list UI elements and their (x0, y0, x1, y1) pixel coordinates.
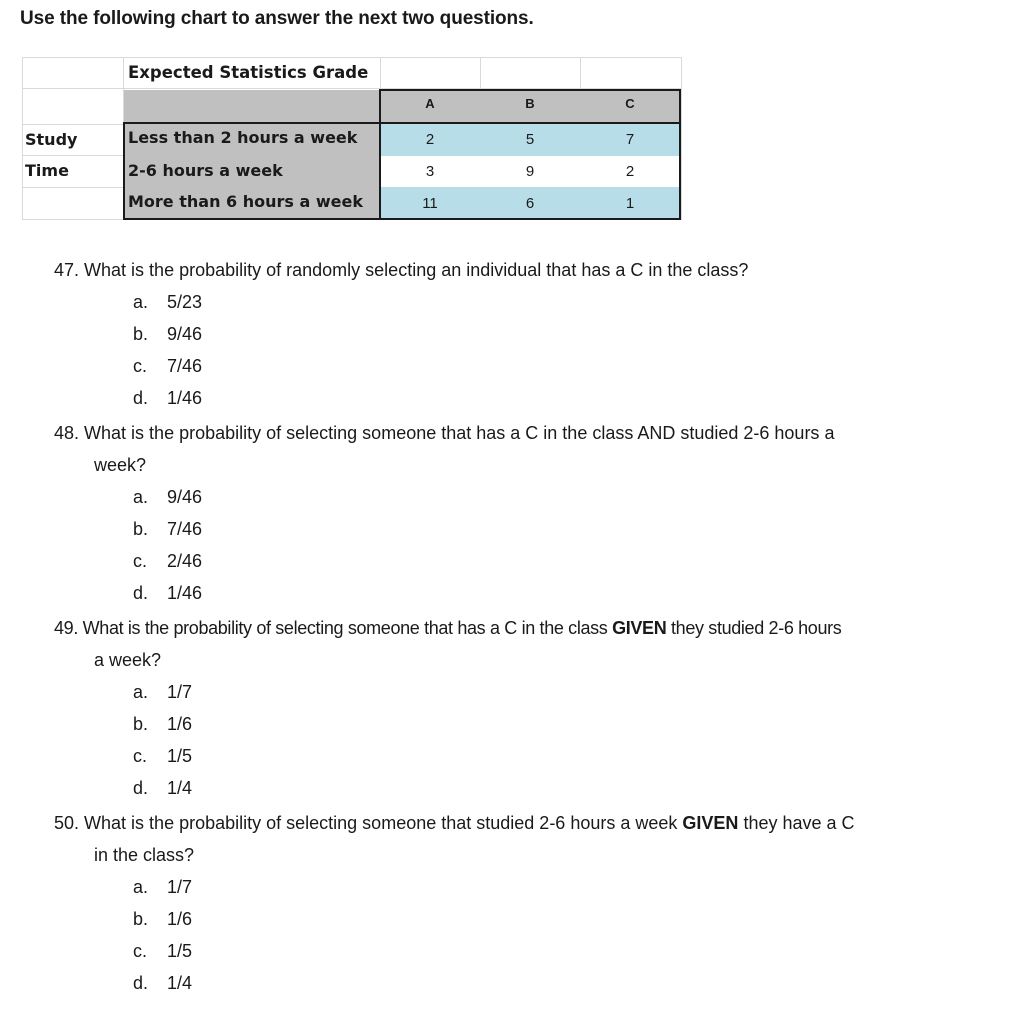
option-text: 2/46 (167, 551, 203, 571)
option-49-a[interactable] (133, 676, 192, 708)
question-50-continued: in the class? (94, 845, 195, 865)
table-title: Expected Statistics Grade (128, 63, 369, 82)
question-number: 50. (54, 813, 80, 833)
option-text: 1/7 (167, 877, 193, 897)
column-header-b: B (480, 90, 580, 123)
question-emphasis: GIVEN (682, 813, 739, 833)
question-text: they have a C (743, 813, 855, 833)
option-letter: c. (133, 356, 148, 376)
question-text: they studied 2-6 hours (671, 618, 842, 638)
question-49-continued: a week? (94, 650, 162, 670)
option-letter: c. (133, 746, 148, 766)
table-cell: 7 (580, 123, 680, 156)
option-text: 9/46 (167, 487, 203, 507)
option-letter: b. (133, 324, 149, 344)
option-text: 1/5 (167, 746, 193, 766)
option-text: 1/46 (167, 583, 203, 603)
option-letter: a. (133, 682, 149, 702)
option-letter: d. (133, 388, 149, 408)
option-49-b[interactable] (133, 708, 192, 740)
option-text: 9/46 (167, 324, 203, 344)
option-47-a[interactable] (133, 286, 202, 318)
option-50-a[interactable] (133, 871, 192, 903)
option-text: 5/23 (167, 292, 203, 312)
table-cell: 6 (480, 187, 580, 219)
option-48-a[interactable] (133, 481, 202, 513)
question-emphasis: GIVEN (612, 618, 667, 638)
option-letter: c. (133, 551, 148, 571)
table-cell: 5 (480, 123, 580, 156)
question-text: What is the probability of selecting someone that has a C in the class (82, 618, 608, 638)
option-letter: c. (133, 941, 148, 961)
header-label-cell (124, 90, 380, 123)
option-50-d[interactable] (133, 967, 192, 999)
question-number: 48. (54, 423, 80, 443)
option-letter: d. (133, 778, 149, 798)
option-48-b[interactable] (133, 513, 202, 545)
question-49 (54, 612, 841, 644)
question-text: What is the probability of selecting someone that has a C in the class AND studied 2-6 hours a (84, 423, 835, 443)
option-letter: d. (133, 583, 149, 603)
option-text: 1/46 (167, 388, 203, 408)
question-47 (54, 254, 748, 286)
option-47-d[interactable] (133, 382, 202, 414)
table-cell: 11 (380, 187, 480, 219)
question-text: What is the probability of randomly selecting an individual that has a C in the class? (84, 260, 749, 280)
table-cell: 2 (580, 156, 680, 187)
row-label: Less than 2 hours a week (124, 123, 380, 156)
option-49-c[interactable] (133, 740, 192, 772)
row-group-label-line1: Study (23, 125, 123, 155)
option-48-c[interactable] (133, 545, 202, 577)
table-cell: 3 (380, 156, 480, 187)
row-label: More than 6 hours a week (124, 187, 380, 219)
grade-study-table (0, 0, 700, 230)
option-letter: a. (133, 877, 149, 897)
column-header-a: A (380, 90, 480, 123)
option-50-b[interactable] (133, 903, 192, 935)
question-number: 49. (54, 618, 78, 638)
table-cell: 1 (580, 187, 680, 219)
option-letter: b. (133, 714, 149, 734)
instructions-heading: Use the following chart to answer the next two questions. (20, 8, 534, 29)
option-text: 1/7 (167, 682, 193, 702)
option-47-c[interactable] (133, 350, 202, 382)
question-text: What is the probability of selecting someone that studied 2-6 hours a week (84, 813, 678, 833)
column-header-c: C (580, 90, 680, 123)
option-letter: b. (133, 519, 149, 539)
question-number: 47. (54, 260, 80, 280)
option-text: 1/4 (167, 973, 193, 993)
option-text: 1/6 (167, 909, 193, 929)
option-text: 7/46 (167, 356, 203, 376)
row-group-label-line2: Time (23, 156, 123, 186)
option-text: 1/6 (167, 714, 193, 734)
question-50 (54, 807, 855, 839)
option-letter: b. (133, 909, 149, 929)
question-48-continued: week? (94, 455, 147, 475)
option-49-d[interactable] (133, 772, 192, 804)
option-50-c[interactable] (133, 935, 192, 967)
option-48-d[interactable] (133, 577, 202, 609)
option-text: 1/4 (167, 778, 193, 798)
option-letter: a. (133, 292, 149, 312)
option-47-b[interactable] (133, 318, 202, 350)
option-text: 7/46 (167, 519, 203, 539)
option-text: 1/5 (167, 941, 193, 961)
table-cell: 2 (380, 123, 480, 156)
option-letter: a. (133, 487, 149, 507)
row-label: 2-6 hours a week (124, 156, 380, 187)
option-letter: d. (133, 973, 149, 993)
question-48 (54, 417, 1004, 449)
table-cell: 9 (480, 156, 580, 187)
